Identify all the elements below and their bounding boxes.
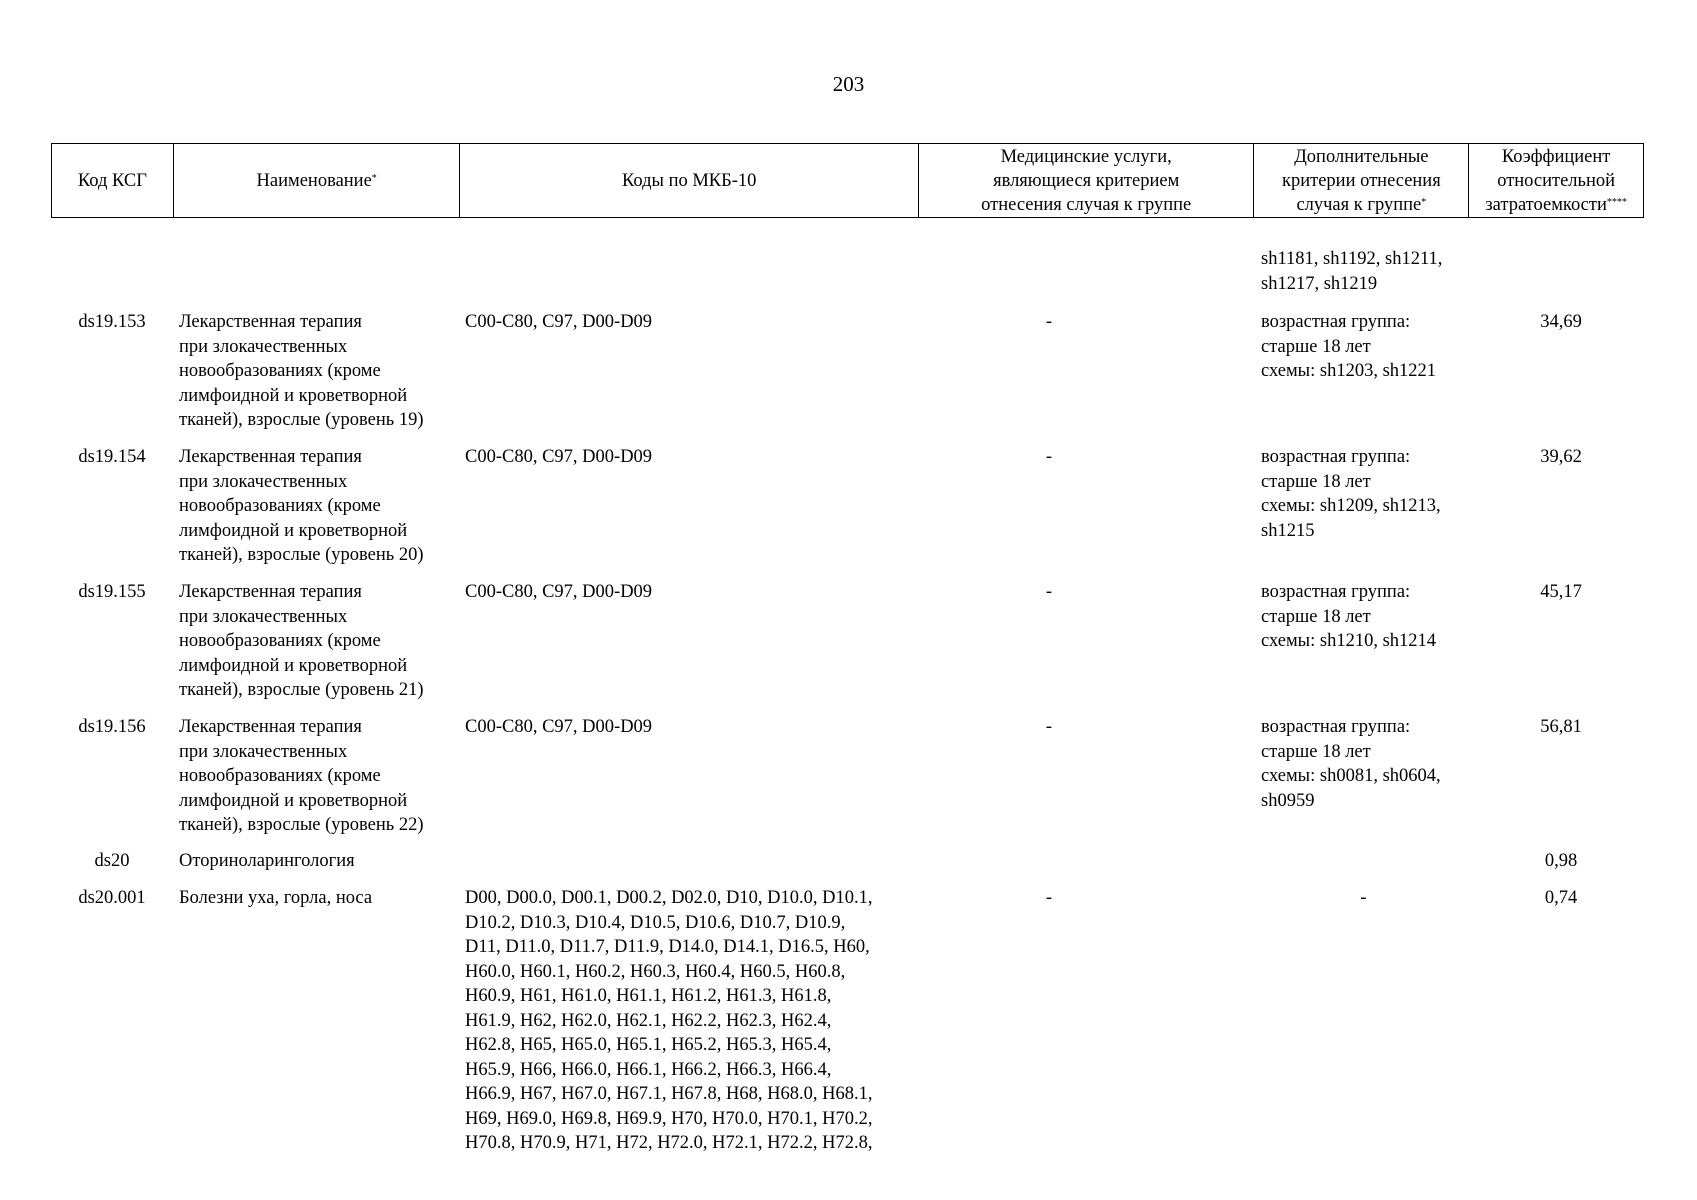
row-mkb-codes	[465, 715, 652, 740]
row-coefficient: 34,69	[1540, 312, 1582, 332]
row-mkb-line: C00-C80, C97, D00-D09	[465, 582, 653, 602]
header-extra	[1254, 144, 1469, 217]
header-name-label: Наименование	[256, 170, 372, 191]
row-name-line: новообразованиях (кроме	[179, 361, 381, 381]
row-name-line: Болезни уха, горла, носа	[179, 888, 373, 908]
row-extra-criteria	[1261, 310, 1436, 384]
row-mkb-codes	[465, 310, 652, 335]
row-extra-line: возрастная группа:	[1261, 717, 1411, 737]
row-extra-line: старше 18 лет	[1261, 471, 1371, 492]
header-code	[52, 144, 174, 217]
row-name	[179, 580, 424, 703]
row-extra-line: схемы: sh1203, sh1221	[1261, 361, 1437, 381]
row-extra-criteria	[1261, 445, 1441, 543]
row-code: ds20.001	[78, 888, 146, 908]
row-coefficient: 56,81	[1540, 717, 1582, 737]
header-code-label: Код КСГ	[77, 170, 147, 191]
table-header	[51, 143, 1644, 218]
row-name-line: тканей), взрослые (уровень 21)	[179, 680, 424, 700]
header-mkb	[460, 144, 918, 217]
continuation-line: sh1181, sh1192, sh1211,	[1261, 249, 1443, 269]
header-extra-line: критерии отнесения	[1281, 170, 1441, 191]
row-mkb-line: C00-C80, C97, D00-D09	[465, 447, 653, 467]
row-coefficient: 45,17	[1540, 582, 1582, 602]
header-name-footnote: *	[371, 172, 377, 184]
header-services-line: отнесения случая к группе	[981, 194, 1192, 215]
row-code: ds19.155	[78, 582, 146, 602]
row-code: ds19.153	[78, 312, 146, 332]
row-code: ds19.154	[78, 447, 146, 467]
page-number: 203	[832, 72, 865, 96]
row-name	[179, 849, 355, 874]
row-name-line: лимфоидной и кроветворной	[179, 520, 408, 541]
row-mkb-line: C00-C80, C97, D00-D09	[465, 312, 653, 332]
header-coef-line: затратоемкости	[1485, 194, 1607, 215]
row-extra-criteria	[1256, 886, 1471, 911]
row-name	[179, 886, 372, 911]
row-extra-line: старше 18 лет	[1261, 741, 1371, 762]
row-mkb-line: D10.2, D10.3, D10.4, D10.5, D10.6, D10.7, D10.9,	[465, 912, 846, 933]
row-name-line: Оториноларингология	[179, 851, 355, 871]
row-services: -	[1045, 888, 1053, 908]
header-services	[919, 144, 1255, 217]
row-mkb-line: H60.9, H61, H61.0, H61.1, H61.2, H61.3, H61.8,	[465, 986, 832, 1006]
row-extra-line: схемы: sh1210, sh1214	[1261, 631, 1437, 651]
header-extra-footnote: *	[1421, 196, 1427, 208]
row-extra-line: sh0959	[1261, 790, 1315, 811]
row-name-line: новообразованиях (кроме	[179, 631, 381, 651]
row-name-line: тканей), взрослые (уровень 19)	[179, 410, 424, 430]
header-coef-line: Коэффициент	[1501, 146, 1611, 167]
row-name-line: новообразованиях (кроме	[179, 496, 381, 516]
row-extra-line: возрастная группа:	[1261, 582, 1411, 602]
row-mkb-line: H66.9, H67, H67.0, H67.1, H67.8, H68, H68.0, H68.1,	[465, 1084, 873, 1104]
continuation-line: sh1217, sh1219	[1261, 273, 1378, 294]
row-mkb-line: H61.9, H62, H62.0, H62.1, H62.2, H62.3, H62.4,	[465, 1010, 832, 1031]
row-mkb-line: C00-C80, C97, D00-D09	[465, 717, 653, 737]
header-coef	[1469, 144, 1643, 217]
row-coefficient: 39,62	[1540, 447, 1582, 467]
row-name-line: при злокачественных	[179, 606, 348, 627]
row-extra-line: возрастная группа:	[1261, 447, 1411, 467]
row-extra-criteria	[1261, 580, 1436, 654]
header-extra-line: случая к группе	[1296, 194, 1422, 215]
row-mkb-line: H60.0, H60.1, H60.2, H60.3, H60.4, H60.5, H60.8,	[465, 961, 846, 982]
row-services: -	[1045, 312, 1053, 332]
row-mkb-codes	[465, 580, 652, 605]
row-name-line: при злокачественных	[179, 471, 348, 492]
row-mkb-line: H70.8, H70.9, H71, H72, H72.0, H72.1, H72.2, H72.8,	[465, 1133, 873, 1153]
row-extra-line: sh1215	[1261, 520, 1315, 541]
header-coef-footnote: ****	[1606, 196, 1627, 208]
row-services: -	[1045, 717, 1053, 737]
header-services-line: являющиеся критерием	[993, 170, 1180, 191]
row-name-line: Лекарственная терапия	[179, 717, 362, 737]
row-name-line: Лекарственная терапия	[179, 447, 362, 467]
row-name-line: тканей), взрослые (уровень 22)	[179, 815, 424, 835]
row-name-line: при злокачественных	[179, 336, 348, 357]
row-name-line: Лекарственная терапия	[179, 312, 362, 332]
row-mkb-line: H62.8, H65, H65.0, H65.1, H65.2, H65.3, H65.4,	[465, 1035, 832, 1055]
row-services: -	[1045, 582, 1053, 602]
row-name	[179, 715, 424, 838]
row-mkb-codes	[465, 886, 873, 1156]
row-services: -	[1045, 447, 1053, 467]
row-name-line: тканей), взрослые (уровень 20)	[179, 545, 424, 565]
header-services-line: Медицинские услуги,	[1000, 146, 1172, 167]
row-name-line: Лекарственная терапия	[179, 582, 362, 602]
row-name-line: новообразованиях (кроме	[179, 766, 381, 786]
header-name	[174, 144, 461, 217]
row-mkb-line: D00, D00.0, D00.1, D00.2, D02.0, D10, D10.0, D10.1,	[465, 888, 873, 908]
row-name-line: при злокачественных	[179, 741, 348, 762]
row-extra-line: возрастная группа:	[1261, 312, 1411, 332]
row-extra-line: схемы: sh0081, sh0604,	[1261, 766, 1441, 786]
row-mkb-codes	[465, 445, 652, 470]
header-extra-line: Дополнительные	[1294, 146, 1429, 167]
row-name-line: лимфоидной и кроветворной	[179, 655, 408, 676]
row-mkb-line: H65.9, H66, H66.0, H66.1, H66.2, H66.3, H66.4,	[465, 1059, 832, 1080]
row-mkb-line: H69, H69.0, H69.8, H69.9, H70, H70.0, H70.1, H70.2,	[465, 1108, 873, 1129]
continuation-extra	[1261, 247, 1442, 296]
row-extra-criteria	[1261, 715, 1441, 813]
row-coefficient: 0,74	[1544, 888, 1578, 908]
row-extra-line: схемы: sh1209, sh1213,	[1261, 496, 1441, 516]
row-name	[179, 445, 424, 568]
row-code: ds20	[94, 851, 130, 871]
header-mkb-label: Коды по МКБ-10	[621, 170, 757, 191]
row-code: ds19.156	[78, 717, 146, 737]
row-extra-line: -	[1360, 888, 1367, 908]
row-name	[179, 310, 424, 433]
row-name-line: лимфоидной и кроветворной	[179, 385, 408, 406]
row-extra-line: старше 18 лет	[1261, 336, 1371, 357]
row-extra-line: старше 18 лет	[1261, 606, 1371, 627]
row-mkb-line: D11, D11.0, D11.7, D11.9, D14.0, D14.1, D16.5, H60,	[465, 937, 870, 957]
header-coef-line: относительной	[1497, 170, 1616, 191]
row-name-line: лимфоидной и кроветворной	[179, 790, 408, 811]
row-coefficient: 0,98	[1544, 851, 1578, 871]
